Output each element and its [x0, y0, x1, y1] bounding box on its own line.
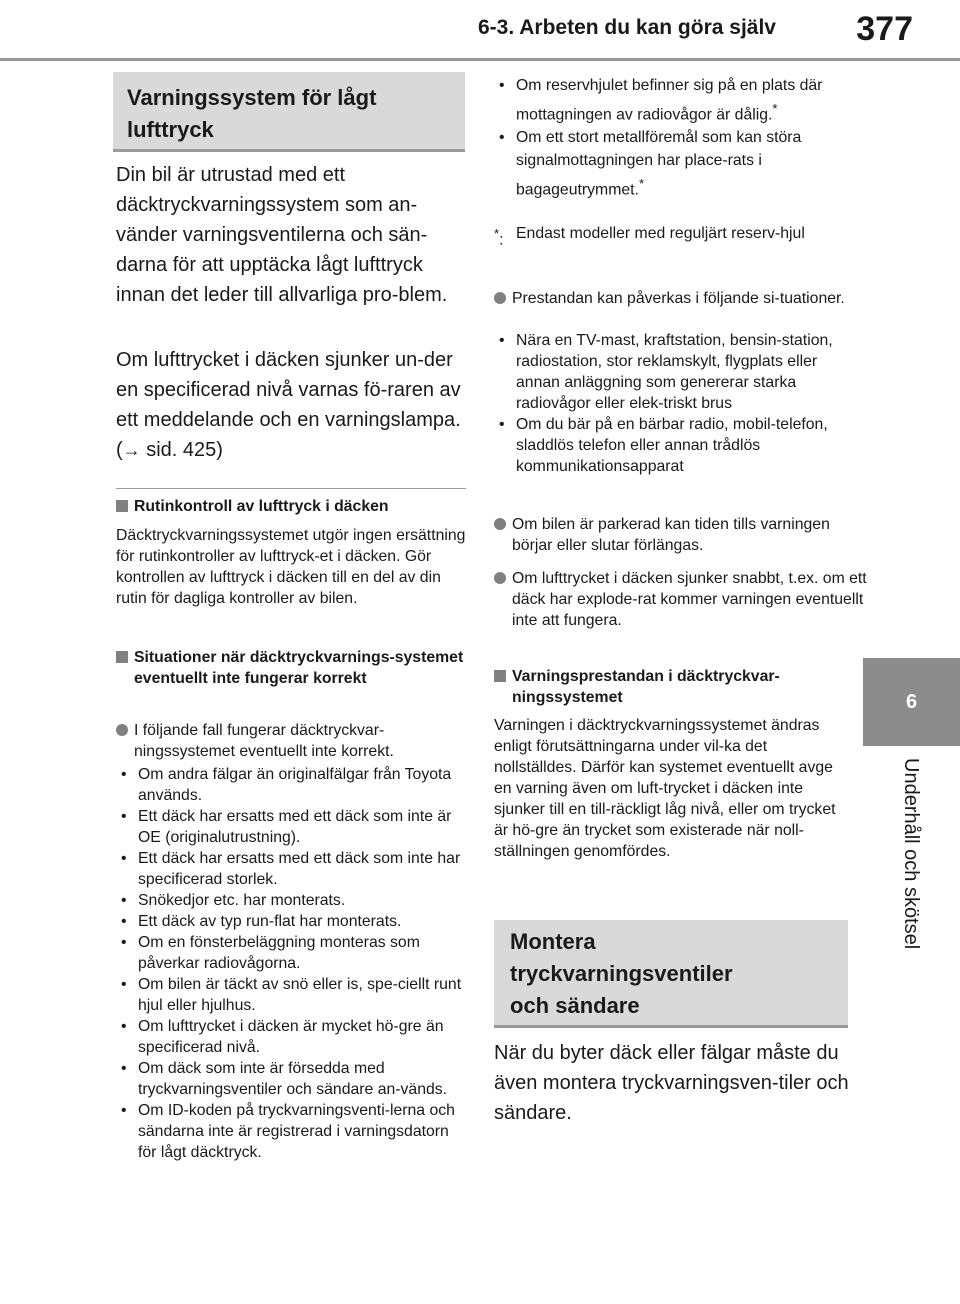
situation-list	[116, 764, 468, 1163]
section-title-box	[113, 72, 465, 152]
subsection-heading: Rutinkontroll av lufttryck i däcken	[116, 496, 484, 517]
round-bullet-item: Om lufttrycket i däcken sjunker snabbt, t.ex. om ett däck har explode-rat kommer varningen eventuellt inte att fungera.	[494, 568, 870, 631]
list-item	[494, 74, 852, 126]
section-title-line1: Montera	[510, 929, 596, 954]
list-item: • Om bilen är täckt av snö eller is, spe-ciellt runt hjul eller hjulhus.	[116, 974, 468, 1016]
section-title-line1: Varningssystem för lågt	[127, 85, 377, 110]
section-title-line2: tryckvarningsventiler	[510, 961, 733, 986]
footnote-marker: *	[638, 176, 645, 192]
footnote-asterisk: *	[494, 226, 500, 241]
chapter-side-label: Underhåll och skötsel	[900, 758, 922, 950]
round-bullet-item: Prestandan kan påverkas i följande si-tuationer.	[494, 288, 870, 309]
page-number: 377	[856, 10, 913, 48]
list-item: • Nära en TV-mast, kraftstation, bensin-station, radiostation, stor reklamskylt, flygplats eller annan anläggning som genererar starka radiovågor eller elek-triskt brus	[494, 330, 852, 414]
section-title-line3: och sändare	[510, 993, 640, 1018]
list-item: • Om däck som inte är försedda med tryckvarningsventiler och sändare an-vänds.	[116, 1058, 468, 1100]
footnote-mark	[494, 222, 504, 252]
list-item: • Ett däck har ersatts med ett däck som inte är OE (originalutrustning).	[116, 806, 468, 848]
list-item: • Snökedjor etc. har monterats.	[116, 890, 468, 911]
list-item: • Om du bär på en bärbar radio, mobil-telefon, sladdlös telefon eller annan trådlös kommunikationsapparat	[494, 414, 852, 477]
reception-list	[494, 74, 852, 202]
header-divider	[0, 58, 960, 61]
page-reference-link[interactable]: sid. 425)	[146, 439, 223, 461]
round-bullet-item: Om bilen är parkerad kan tiden tills varningen börjar eller slutar förlängas.	[494, 514, 870, 556]
arrow-right-icon: →	[122, 440, 141, 460]
section-header-title: 6-3. Arbeten du kan göra själv	[478, 16, 776, 39]
subsection-paragraph: Varningen i däcktryckvarningssystemet ändras enligt förutsättningarna under vil-ka det nollställdes. Därför kan systemet eventuellt avge en varning även om luft-trycket i däcken inte sjunker till en till-räckligt låg nivå, eller om trycket är hö-gre än trycket som existerade när noll-ställningen genomfördes.	[494, 717, 836, 860]
list-item-text: Om ett stort metallföremål som kan störa signalmottagningen har place-rats i bagageutrymmet.	[516, 129, 802, 199]
list-item-text: Om reservhjulet befinner sig på en plats där mottagningen av radiovågor är dålig.	[516, 77, 823, 124]
list-item	[494, 126, 852, 201]
subsection-heading: Situationer när däcktryckvarnings-systemet eventuellt inte fungerar korrekt	[116, 647, 484, 689]
section-title-box	[494, 920, 848, 1028]
footnote	[494, 222, 874, 249]
outro-paragraph: När du byter däck eller fälgar måste du även montera tryckvarningsven-tiler och sändare.	[494, 1042, 849, 1124]
footnote-marker: *	[772, 101, 778, 116]
interference-list	[494, 330, 852, 477]
footnote-text: Endast modeller med reguljärt reserv-hjul	[516, 225, 805, 242]
footnote-colon: :	[499, 231, 504, 249]
list-item: • Om ID-koden på tryckvarningsventi-lerna och sändarna inte är registrerad i varningsdatorn för lågt däcktryck.	[116, 1100, 468, 1163]
warning-text: Om lufttrycket i däcken sjunker un-der en specificerad nivå varnas fö-raren av ett meddelande och en varningslampa. (	[116, 349, 461, 461]
list-item: • Om lufttrycket i däcken är mycket hö-gre än specificerad nivå.	[116, 1016, 468, 1058]
section-title-line2: lufttryck	[127, 117, 214, 142]
warning-paragraph	[116, 345, 466, 465]
subsection-heading: Varningsprestandan i däcktryckvar-ningssystemet	[494, 666, 870, 708]
chapter-tab: 6	[863, 658, 960, 746]
list-item: • Ett däck har ersatts med ett däck som inte har specificerad storlek.	[116, 848, 468, 890]
round-bullet-item: I följande fall fungerar däcktryckvar-ningssystemet eventuellt inte korrekt.	[116, 720, 484, 762]
list-item: • Om en fönsterbeläggning monteras som påverkar radiovågorna.	[116, 932, 468, 974]
list-item: • Om andra fälgar än originalfälgar från Toyota används.	[116, 764, 468, 806]
intro-paragraph: Din bil är utrustad med ett däcktryckvarningssystem som an-vänder varningsventilerna och sän-darna för att upptäcka lågt lufttryck innan det leder till allvarliga pro-blem.	[116, 164, 448, 306]
subsection-paragraph: Däcktryckvarningssystemet utgör ingen ersättning för rutinkontroller av lufttryck-et i däcken. Gör kontrollen av lufttryck i däcken till en del av din rutin för dagliga kontroller av bilen.	[116, 527, 466, 607]
list-item: • Ett däck av typ run-flat har monterats.	[116, 911, 468, 932]
subsection-divider	[116, 488, 466, 489]
